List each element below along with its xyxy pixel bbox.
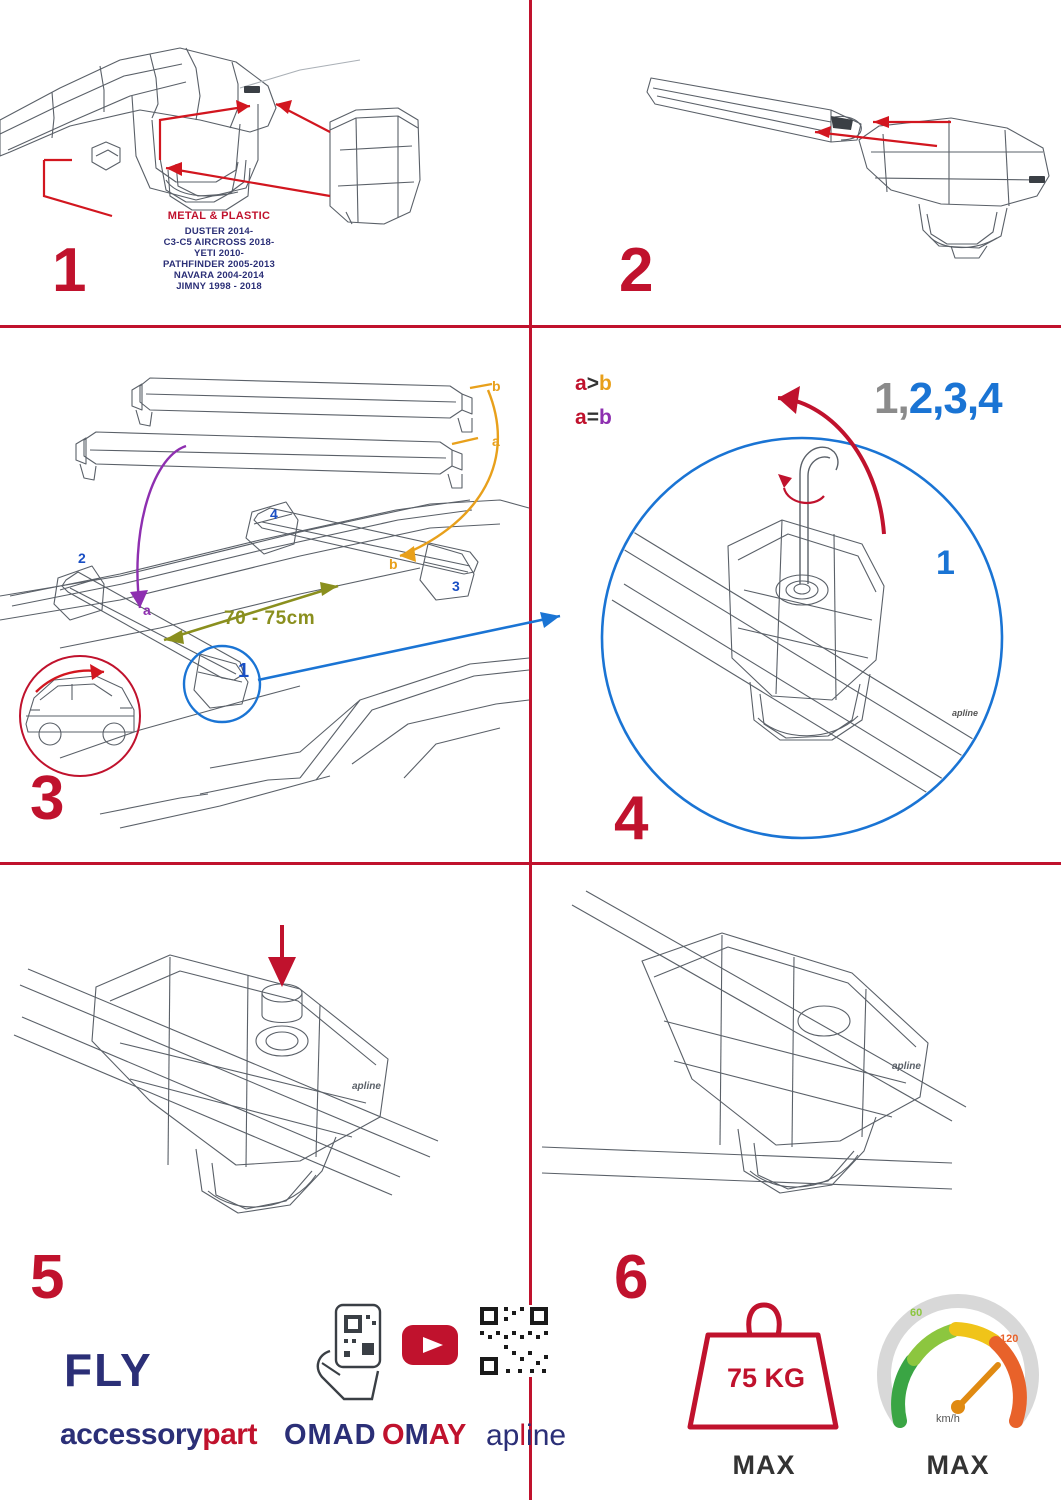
- step-4-sequence: [874, 374, 1002, 424]
- youtube-icon: [402, 1325, 458, 1365]
- step-2-panel: [531, 0, 1061, 325]
- brand-fly: FLY: [64, 1344, 153, 1396]
- step-5-media-icons: [0, 865, 529, 1500]
- compare-left-a-2: a: [575, 406, 587, 429]
- sequence-part-blue: 2,3,4: [908, 374, 1002, 423]
- label-b-mid: b: [389, 556, 398, 572]
- step-6-panel: [532, 865, 1061, 1500]
- qr-scan-hand-icon: [318, 1305, 380, 1399]
- step-3-illustration: [0, 328, 529, 862]
- speed-tick-60: 60: [910, 1307, 923, 1319]
- step-number-6: 6: [614, 1243, 647, 1312]
- brand-accessory-red: part: [202, 1418, 257, 1451]
- vehicle-item: JIMNY 1998 - 2018: [176, 281, 262, 292]
- vehicle-item: DUSTER 2014-: [184, 226, 254, 237]
- weight-max-label: MAX: [732, 1450, 796, 1480]
- compare-right-b-2: b: [598, 406, 612, 429]
- brand-omay-m: M: [404, 1419, 429, 1451]
- vehicle-item: YETI 2010-: [193, 248, 245, 259]
- label-a-mid: a: [143, 602, 151, 618]
- speedometer-icon: [884, 1301, 1032, 1421]
- compare-right-b: b: [598, 372, 612, 395]
- sequence-part-gray: 1,: [874, 374, 909, 423]
- svg-text:apline: apline: [892, 1061, 921, 1072]
- brand-apline-ap: ap: [486, 1419, 520, 1452]
- speed-unit-label: km/h: [936, 1413, 960, 1425]
- step-3-panel: [0, 328, 529, 862]
- brand-omay-o: O: [382, 1419, 405, 1451]
- brand-accessorypart: [60, 1418, 257, 1452]
- brand-omay: [382, 1419, 466, 1452]
- compare-op-gt: >: [586, 372, 599, 395]
- apline-brand-mark: apline: [952, 708, 979, 718]
- label-bar-3: 3: [452, 578, 460, 594]
- step-4-callout-1: 1: [936, 544, 955, 582]
- vehicle-item: NAVARA 2004-2014: [173, 270, 265, 281]
- step-5-panel: [0, 865, 567, 1500]
- compare-op-eq: =: [586, 406, 599, 429]
- brand-accessory-dark: accessory: [60, 1418, 203, 1451]
- step-6-limits: [532, 865, 1061, 1500]
- step-number-1: 1: [52, 236, 85, 305]
- label-bar-1: 1: [238, 660, 250, 682]
- vehicle-item: PATHFINDER 2005-2013: [163, 259, 275, 270]
- step-number-2: 2: [619, 236, 652, 305]
- speed-tick-120: 120: [1000, 1333, 1019, 1345]
- step-4-panel: [532, 328, 1061, 862]
- vehicle-list: [109, 226, 329, 292]
- label-a-top: a: [492, 433, 500, 449]
- brand-omad: OMAD: [284, 1419, 377, 1451]
- brand-apline-ine: ine: [526, 1419, 567, 1452]
- label-bar-4: 4: [270, 506, 278, 522]
- svg-text:apline: apline: [352, 1081, 381, 1092]
- speed-max-label: MAX: [926, 1450, 990, 1480]
- step-1-panel: [0, 0, 529, 325]
- compare-left-a: a: [575, 372, 587, 395]
- brand-apline-l: l: [519, 1419, 527, 1452]
- step-number-3: 3: [30, 764, 63, 833]
- metal-plastic-title: METAL & PLASTIC: [167, 210, 271, 222]
- brand-omay-ay: AY: [428, 1419, 467, 1451]
- step-number-4: 4: [614, 784, 647, 853]
- weight-value: 75 KG: [726, 1363, 806, 1393]
- step-2-illustration: [531, 0, 1061, 325]
- vehicle-item: C3-C5 AIRCROSS 2018-: [163, 237, 275, 248]
- dimension-label: 70 - 75cm: [224, 608, 316, 629]
- step-number-5: 5: [30, 1243, 63, 1312]
- label-bar-2: 2: [78, 550, 86, 566]
- label-b-top: b: [492, 378, 501, 394]
